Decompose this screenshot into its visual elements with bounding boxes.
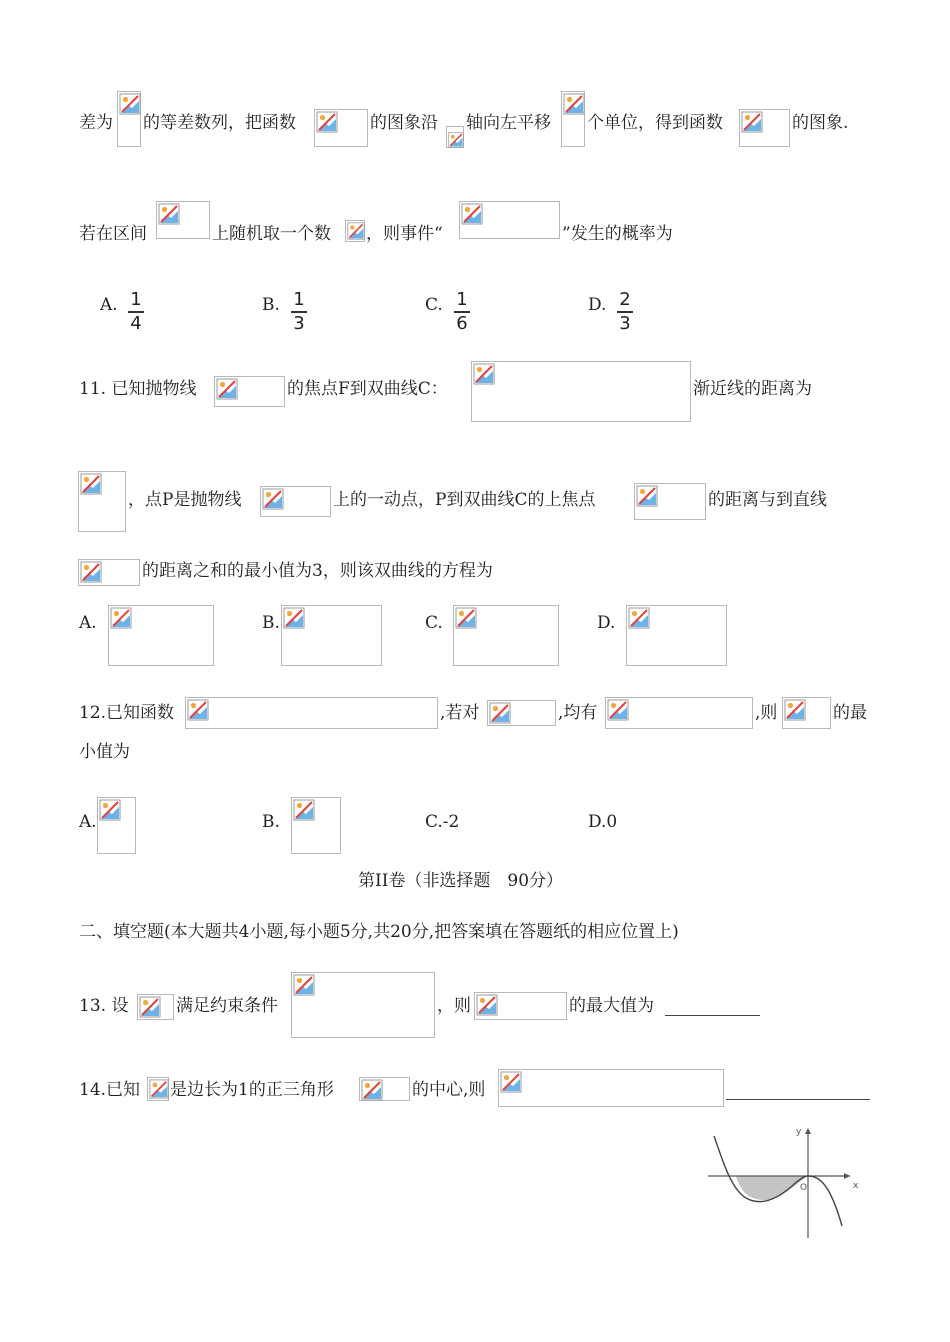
broken-image-icon: [293, 974, 315, 996]
q13-text-d: 的最大值为: [569, 996, 654, 1016]
line1-text-e: 个单位，得到函数: [587, 113, 723, 133]
q10-option-a-fraction: 1 4: [127, 290, 145, 334]
q11-option-a-label: A.: [79, 613, 97, 633]
line1-text-c: 的图象沿: [370, 113, 438, 133]
broken-image-icon: [741, 111, 763, 133]
formula-image: [634, 483, 706, 520]
broken-image-icon: [448, 132, 464, 148]
line2-text-d: ”发生的概率为: [562, 224, 673, 244]
q14-answer-blank[interactable]: [726, 1099, 870, 1100]
q12-text-f: 小值为: [79, 742, 130, 762]
y-axis-label: y: [796, 1127, 802, 1137]
q10-option-d-fraction: 2 3: [616, 290, 634, 334]
section2-title: 第II卷（非选择题 90分）: [358, 871, 564, 891]
q13-text-b: 满足约束条件: [176, 996, 278, 1016]
q13-text-c: ，则: [437, 996, 471, 1016]
formula-image: [97, 797, 136, 854]
q10-option-c-label: C.: [425, 295, 443, 315]
broken-image-icon: [262, 488, 284, 510]
formula-image: [281, 605, 382, 666]
formula-image: [260, 486, 331, 517]
q14-text-b: 是边长为1的正三角形: [170, 1080, 334, 1100]
formula-image: [561, 91, 585, 147]
broken-image-icon: [455, 607, 477, 629]
line2-text-b: 上随机取一个数: [212, 224, 331, 244]
broken-image-icon: [476, 994, 498, 1016]
q12-option-b-label: B.: [262, 812, 280, 832]
shaded-region: [736, 1176, 808, 1200]
q14-text-c: 的中心,则: [412, 1080, 486, 1100]
formula-image: [137, 994, 174, 1020]
broken-image-icon: [216, 378, 238, 400]
line1-text-f: 的图象.: [792, 113, 849, 133]
broken-image-icon: [473, 363, 495, 385]
q12-option-a-label: A.: [79, 812, 97, 832]
formula-image: [214, 376, 285, 407]
broken-image-icon: [607, 699, 629, 721]
origin-label: O: [800, 1183, 808, 1193]
formula-image: [626, 605, 727, 666]
line2-text-a: 若在区间: [79, 224, 147, 244]
q12-option-d: D.0: [588, 812, 618, 832]
broken-image-icon: [461, 203, 483, 225]
broken-image-icon: [636, 485, 658, 507]
q12-text-b: ,若对: [440, 703, 480, 723]
formula-image: [453, 605, 559, 666]
formula-image: [739, 109, 790, 147]
broken-image-icon: [293, 799, 315, 821]
q12-text-d: ,则: [755, 703, 778, 723]
broken-image-icon: [316, 111, 338, 133]
broken-image-icon: [80, 561, 102, 583]
q11-text-f: 的距离与到直线: [708, 490, 827, 510]
q10-option-c-fraction: 1 6: [453, 290, 471, 334]
q12-text-a: 12.已知函数: [79, 703, 175, 723]
formula-image: [782, 697, 831, 729]
line1-text-b: 的等差数列，把函数: [143, 113, 296, 133]
formula-image: [156, 201, 210, 239]
formula-image: [185, 697, 438, 729]
q11-option-d-label: D.: [597, 613, 616, 633]
x-axis-label: x: [853, 1181, 859, 1191]
broken-image-icon: [784, 699, 806, 721]
q14-text-a: 14.已知: [79, 1080, 141, 1100]
q11-option-c-label: C.: [425, 613, 443, 633]
q10-option-b-fraction: 1 3: [290, 290, 308, 334]
formula-image: [498, 1069, 724, 1107]
broken-image-icon: [158, 203, 180, 225]
formula-image: [108, 605, 214, 666]
formula-image: [345, 220, 365, 242]
q11-text-d: ，点P是抛物线: [128, 490, 242, 510]
formula-image: [459, 201, 560, 239]
broken-image-icon: [489, 702, 511, 724]
x-axis-arrow-icon: [844, 1173, 850, 1179]
formula-image: [446, 126, 464, 148]
broken-image-icon: [187, 699, 209, 721]
broken-image-icon: [119, 93, 141, 115]
broken-image-icon: [283, 607, 305, 629]
line1-text-d: 轴向左平移: [466, 113, 551, 133]
formula-image: [291, 972, 435, 1038]
broken-image-icon: [110, 607, 132, 629]
broken-image-icon: [500, 1071, 522, 1093]
q12-text-e: 的最: [833, 703, 867, 723]
q11-text-e: 上的一动点，P到双曲线C的上焦点: [333, 490, 596, 510]
broken-image-icon: [563, 93, 585, 115]
q11-text-a: 11. 已知抛物线: [79, 379, 197, 399]
formula-image: [314, 109, 368, 147]
q10-option-a-label: A.: [100, 295, 118, 315]
line1-text-a: 差为: [79, 113, 113, 133]
section2-instruction: 二、填空题(本大题共4小题,每小题5分,共20分,把答案填在答题纸的相应位置上): [79, 922, 679, 942]
q11-text-b: 的焦点F到双曲线C：: [287, 379, 448, 399]
formula-image: [605, 697, 753, 729]
formula-image: [117, 91, 141, 147]
broken-image-icon: [99, 799, 121, 821]
q13-text-a: 13. 设: [79, 996, 129, 1016]
broken-image-icon: [80, 473, 102, 495]
formula-image: [487, 700, 556, 726]
formula-image: [474, 992, 567, 1020]
q13-answer-blank[interactable]: [665, 1015, 760, 1016]
q12-option-c: C.-2: [425, 812, 460, 832]
formula-image: [147, 1077, 169, 1101]
q11-text-g: 的距离之和的最小值为3，则该双曲线的方程为: [142, 561, 493, 581]
q10-option-d-label: D.: [588, 295, 607, 315]
broken-image-icon: [628, 607, 650, 629]
function-graph: [700, 1122, 870, 1242]
q11-option-b-label: B.: [262, 613, 280, 633]
line2-text-c: ，则事件“: [366, 224, 443, 244]
broken-image-icon: [347, 222, 365, 240]
broken-image-icon: [149, 1079, 169, 1099]
q12-text-c: ,均有: [558, 703, 598, 723]
formula-image: [471, 361, 691, 422]
formula-image: [291, 797, 341, 854]
formula-image: [78, 471, 126, 532]
broken-image-icon: [361, 1079, 383, 1101]
y-axis-arrow-icon: [805, 1128, 811, 1134]
q11-text-c: 渐近线的距离为: [693, 379, 812, 399]
q10-option-b-label: B.: [262, 295, 280, 315]
formula-image: [359, 1077, 410, 1101]
broken-image-icon: [139, 996, 161, 1018]
formula-image: [78, 559, 140, 586]
